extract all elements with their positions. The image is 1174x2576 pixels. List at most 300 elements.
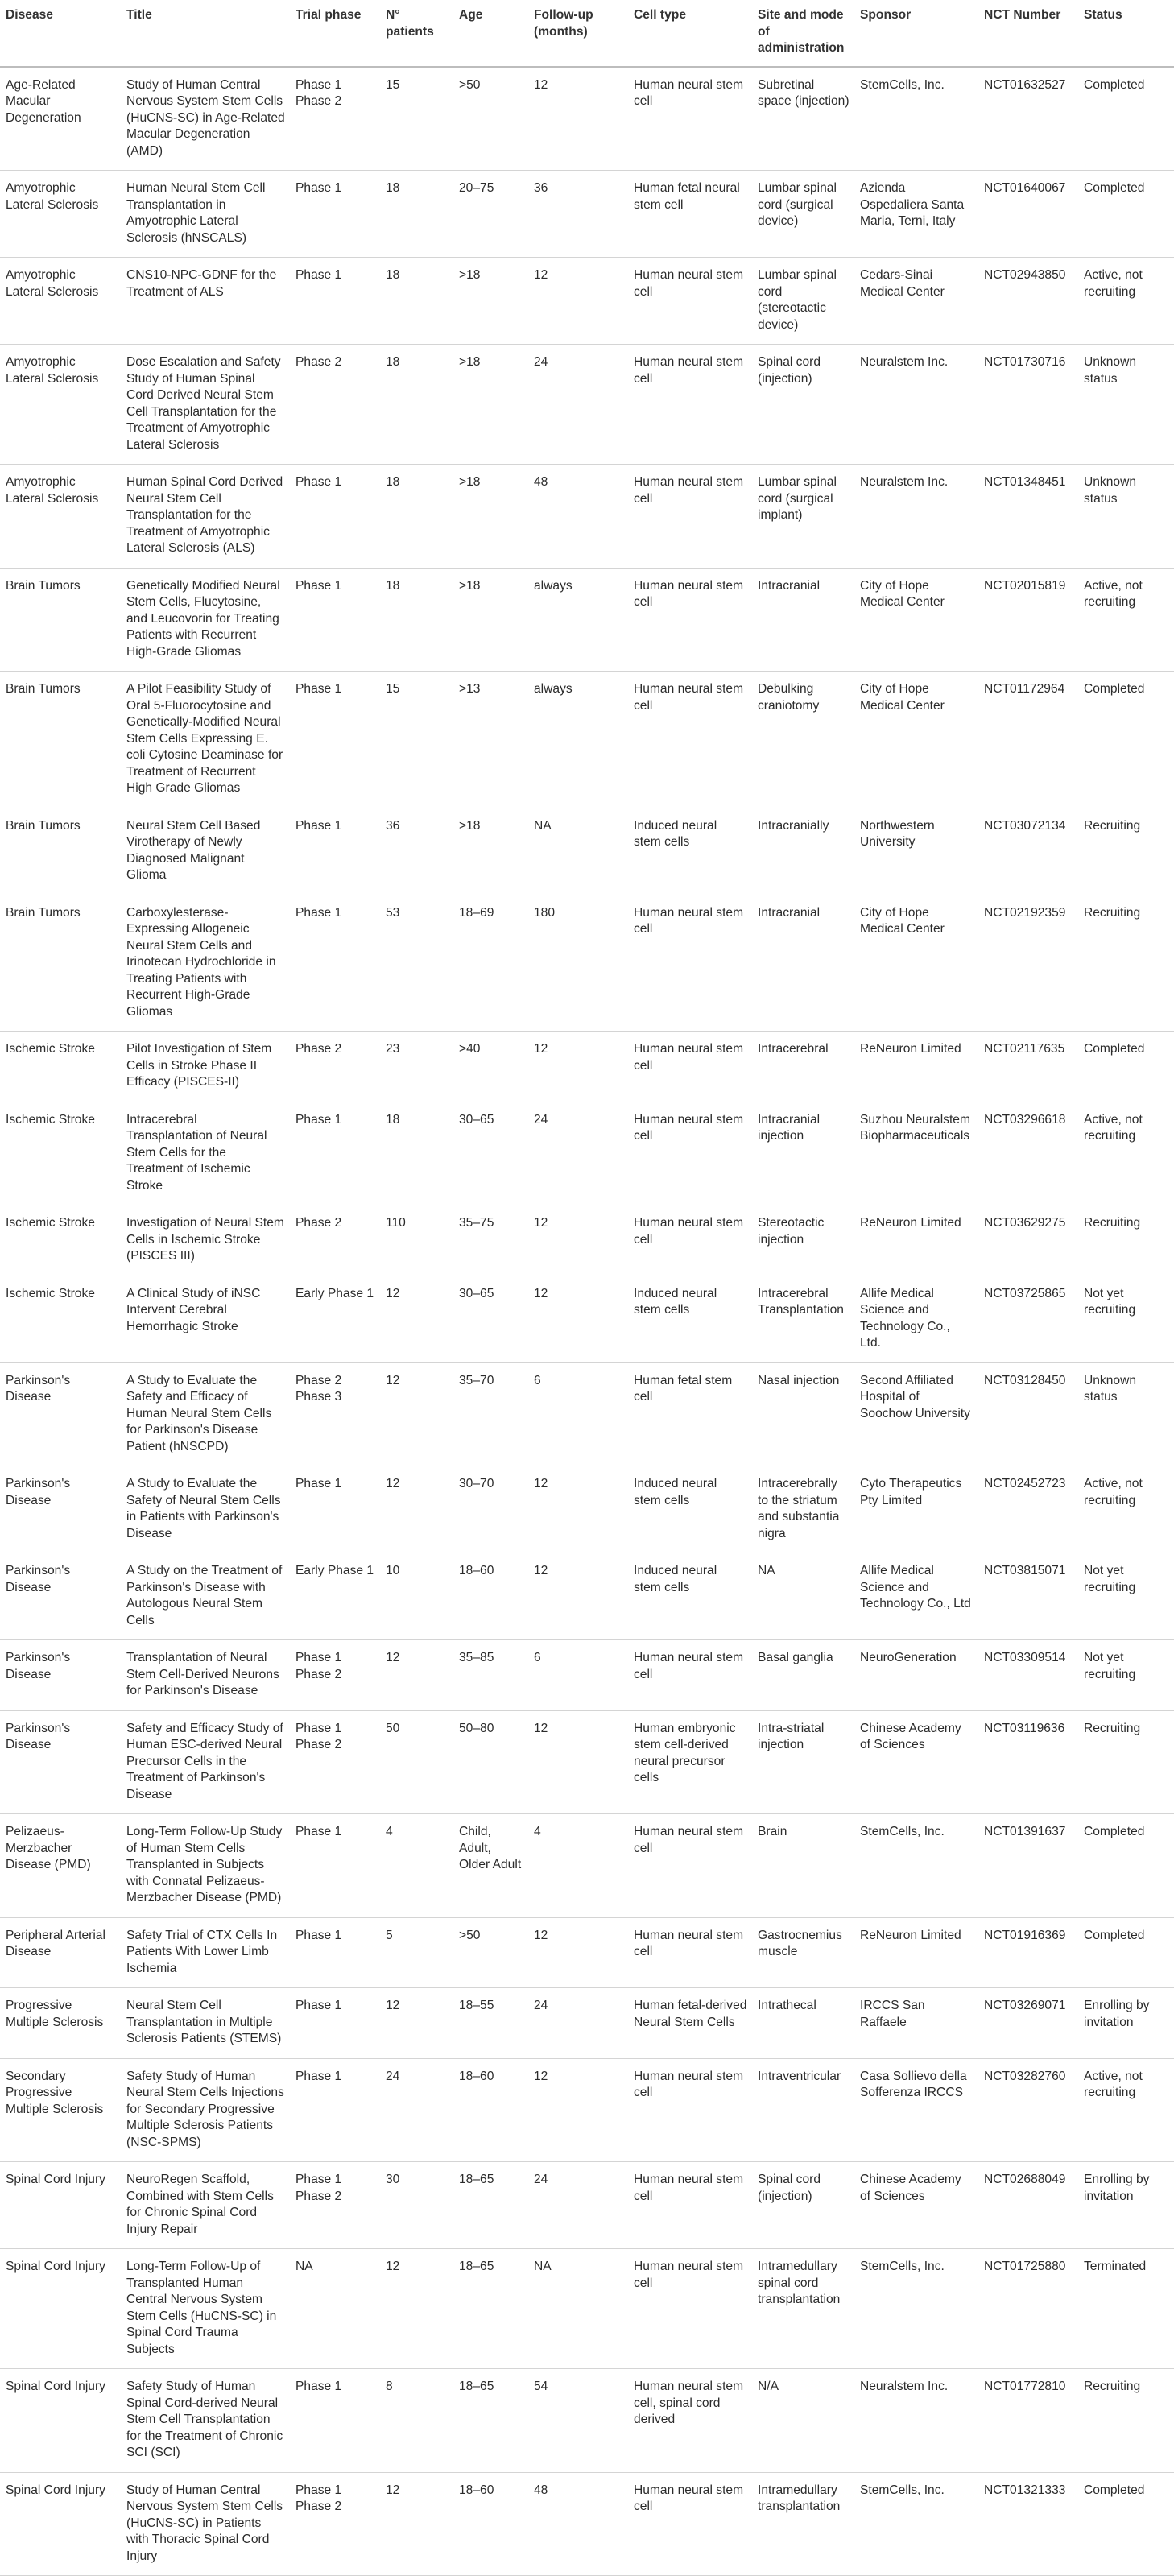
cell-disease: Pelizaeus-Merzbacher Disease (PMD) [0, 1814, 121, 1918]
cell-status: Recruiting [1078, 1710, 1174, 1814]
cell-cell-type: Human neural stem cell [628, 568, 752, 672]
table-row [0, 895, 1174, 1032]
cell-age: >18 [453, 465, 528, 569]
cell-cell-type: Human neural stem cell [628, 895, 752, 1032]
cell-cell-type: Human neural stem cell [628, 672, 752, 808]
cell-age: 18–65 [453, 2249, 528, 2369]
cell-nct-number: NCT03128450 [978, 1362, 1078, 1466]
cell-follow-up: 12 [528, 1205, 628, 1276]
cell-age: >40 [453, 1032, 528, 1102]
cell-patients: 12 [380, 1640, 453, 1711]
cell-disease: Brain Tumors [0, 895, 121, 1032]
cell-nct-number: NCT01172964 [978, 672, 1078, 808]
cell-age: Child, Adult, Older Adult [453, 1814, 528, 1918]
cell-patients: 15 [380, 672, 453, 808]
cell-status: Active, not recruiting [1078, 2058, 1174, 2162]
cell-trial-phase: Phase 1 [290, 2369, 380, 2473]
cell-title: Pilot Investigation of Stem Cells in Stroke Phase II Efficacy (PISCES-II) [121, 1032, 290, 1102]
cell-site: Spinal cord (injection) [752, 2162, 854, 2249]
cell-disease: Progressive Multiple Sclerosis [0, 1988, 121, 2059]
cell-nct-number: NCT02688049 [978, 2162, 1078, 2249]
cell-trial-phase: Phase 1 Phase 2 [290, 2472, 380, 2576]
cell-disease: Ischemic Stroke [0, 1205, 121, 1276]
cell-disease: Amyotrophic Lateral Sclerosis [0, 465, 121, 569]
table-row [0, 258, 1174, 345]
cell-nct-number: NCT01772810 [978, 2369, 1078, 2473]
cell-status: Completed [1078, 1814, 1174, 1918]
table-row [0, 568, 1174, 672]
cell-status: Recruiting [1078, 808, 1174, 895]
cell-follow-up: 4 [528, 1814, 628, 1918]
table-row [0, 1032, 1174, 1102]
cell-follow-up: 12 [528, 1032, 628, 1102]
cell-site: Intracerebral [752, 1032, 854, 1102]
table-row [0, 1276, 1174, 1362]
cell-nct-number: NCT01391637 [978, 1814, 1078, 1918]
cell-sponsor: Allife Medical Science and Technology Co., Ltd. [854, 1276, 978, 1362]
cell-patients: 4 [380, 1814, 453, 1918]
cell-cell-type: Human neural stem cell [628, 1917, 752, 1988]
cell-age: >18 [453, 568, 528, 672]
cell-title: A Study to Evaluate the Safety of Neural Stem Cells in Patients with Parkinson's Disease [121, 1466, 290, 1553]
cell-title: NeuroRegen Scaffold, Combined with Stem Cells for Chronic Spinal Cord Injury Repair [121, 2162, 290, 2249]
cell-patients: 18 [380, 465, 453, 569]
cell-follow-up: 12 [528, 1276, 628, 1362]
cell-trial-phase: Early Phase 1 [290, 1276, 380, 1362]
cell-patients: 18 [380, 171, 453, 258]
cell-title: Investigation of Neural Stem Cells in Ischemic Stroke (PISCES III) [121, 1205, 290, 1276]
cell-nct-number: NCT01632527 [978, 67, 1078, 171]
header-sponsor: Sponsor [854, 0, 978, 67]
cell-status: Completed [1078, 2472, 1174, 2576]
cell-patients: 18 [380, 258, 453, 345]
cell-status: Completed [1078, 672, 1174, 808]
cell-follow-up: 6 [528, 1362, 628, 1466]
cell-title: Carboxylesterase-Expressing Allogeneic Neural Stem Cells and Irinotecan Hydrochloride in Treating Patients with Recurrent High-Grade Gliomas [121, 895, 290, 1032]
cell-age: 30–65 [453, 1276, 528, 1362]
cell-trial-phase: Phase 1 [290, 171, 380, 258]
cell-trial-phase: Phase 1 Phase 2 [290, 1640, 380, 1711]
cell-disease: Peripheral Arterial Disease [0, 1917, 121, 1988]
cell-site: Lumbar spinal cord (surgical device) [752, 171, 854, 258]
cell-sponsor: ReNeuron Limited [854, 1205, 978, 1276]
table-row [0, 465, 1174, 569]
table-row [0, 1917, 1174, 1988]
cell-sponsor: StemCells, Inc. [854, 1814, 978, 1918]
table-row [0, 345, 1174, 465]
cell-title: A Clinical Study of iNSC Intervent Cerebral Hemorrhagic Stroke [121, 1276, 290, 1362]
cell-disease: Ischemic Stroke [0, 1032, 121, 1102]
header-site: Site and mode of administration [752, 0, 854, 67]
cell-age: 18–60 [453, 1553, 528, 1640]
cell-status: Not yet recruiting [1078, 1553, 1174, 1640]
cell-follow-up: 12 [528, 1917, 628, 1988]
cell-status: Active, not recruiting [1078, 1466, 1174, 1553]
cell-status: Unknown status [1078, 345, 1174, 465]
table-row [0, 672, 1174, 808]
cell-trial-phase: Phase 1 [290, 672, 380, 808]
cell-cell-type: Human neural stem cell [628, 2472, 752, 2576]
cell-follow-up: 180 [528, 895, 628, 1032]
table-body [0, 67, 1174, 2576]
table-row [0, 67, 1174, 171]
cell-title: Safety Study of Human Spinal Cord-derived Neural Stem Cell Transplantation for the Treatment of Chronic SCI (SCI) [121, 2369, 290, 2473]
cell-follow-up: 48 [528, 465, 628, 569]
cell-disease: Parkinson's Disease [0, 1466, 121, 1553]
header-trial-phase: Trial phase [290, 0, 380, 67]
cell-trial-phase: Phase 1 [290, 1988, 380, 2059]
cell-site: Nasal injection [752, 1362, 854, 1466]
cell-disease: Spinal Cord Injury [0, 2369, 121, 2473]
cell-cell-type: Induced neural stem cells [628, 1276, 752, 1362]
cell-disease: Parkinson's Disease [0, 1362, 121, 1466]
cell-follow-up: 24 [528, 2162, 628, 2249]
cell-disease: Amyotrophic Lateral Sclerosis [0, 171, 121, 258]
cell-trial-phase: Phase 2 [290, 1205, 380, 1276]
cell-site: Gastrocnemius muscle [752, 1917, 854, 1988]
cell-disease: Amyotrophic Lateral Sclerosis [0, 258, 121, 345]
cell-disease: Ischemic Stroke [0, 1276, 121, 1362]
cell-status: Not yet recruiting [1078, 1276, 1174, 1362]
cell-follow-up: 12 [528, 2058, 628, 2162]
cell-title: Study of Human Central Nervous System Stem Cells (HuCNS-SC) in Patients with Thoracic Spinal Cord Injury [121, 2472, 290, 2576]
cell-status: Completed [1078, 1032, 1174, 1102]
cell-trial-phase: NA [290, 2249, 380, 2369]
cell-patients: 12 [380, 2472, 453, 2576]
cell-status: Completed [1078, 171, 1174, 258]
header-disease: Disease [0, 0, 121, 67]
cell-age: >18 [453, 808, 528, 895]
table-row [0, 2472, 1174, 2576]
table-row [0, 1988, 1174, 2059]
cell-cell-type: Human neural stem cell [628, 67, 752, 171]
cell-nct-number: NCT01640067 [978, 171, 1078, 258]
cell-disease: Parkinson's Disease [0, 1553, 121, 1640]
cell-nct-number: NCT01348451 [978, 465, 1078, 569]
cell-patients: 12 [380, 2249, 453, 2369]
cell-age: 18–60 [453, 2058, 528, 2162]
cell-follow-up: NA [528, 808, 628, 895]
table-row [0, 171, 1174, 258]
cell-site: Brain [752, 1814, 854, 1918]
cell-sponsor: StemCells, Inc. [854, 2249, 978, 2369]
cell-title: Long-Term Follow-Up Study of Human Stem Cells Transplanted in Subjects with Connatal Pelizaeus-Merzbacher Disease (PMD) [121, 1814, 290, 1918]
cell-follow-up: 12 [528, 67, 628, 171]
cell-sponsor: ReNeuron Limited [854, 1917, 978, 1988]
cell-nct-number: NCT02943850 [978, 258, 1078, 345]
cell-site: Debulking craniotomy [752, 672, 854, 808]
table-row [0, 2249, 1174, 2369]
cell-status: Active, not recruiting [1078, 258, 1174, 345]
cell-nct-number: NCT02015819 [978, 568, 1078, 672]
cell-trial-phase: Phase 1 [290, 1466, 380, 1553]
cell-nct-number: NCT03269071 [978, 1988, 1078, 2059]
cell-follow-up: always [528, 568, 628, 672]
cell-cell-type: Human neural stem cell [628, 465, 752, 569]
cell-patients: 30 [380, 2162, 453, 2249]
cell-title: Safety Study of Human Neural Stem Cells Injections for Secondary Progressive Multiple Sclerosis Patients (NSC-SPMS) [121, 2058, 290, 2162]
cell-disease: Age-Related Macular Degeneration [0, 67, 121, 171]
cell-trial-phase: Early Phase 1 [290, 1553, 380, 1640]
cell-nct-number: NCT03725865 [978, 1276, 1078, 1362]
header-follow-up: Follow-up (months) [528, 0, 628, 67]
table-row [0, 1814, 1174, 1918]
cell-site: Lumbar spinal cord (surgical implant) [752, 465, 854, 569]
cell-age: 35–75 [453, 1205, 528, 1276]
cell-cell-type: Human fetal stem cell [628, 1362, 752, 1466]
table-row [0, 1205, 1174, 1276]
cell-sponsor: StemCells, Inc. [854, 2472, 978, 2576]
cell-cell-type: Human neural stem cell [628, 1640, 752, 1711]
cell-title: Dose Escalation and Safety Study of Human Spinal Cord Derived Neural Stem Cell Transplantation for the Treatment of Amyotrophic Lateral Sclerosis [121, 345, 290, 465]
cell-follow-up: 24 [528, 345, 628, 465]
cell-patients: 24 [380, 2058, 453, 2162]
cell-trial-phase: Phase 2 [290, 345, 380, 465]
header-row [0, 0, 1174, 67]
cell-patients: 12 [380, 1466, 453, 1553]
cell-disease: Brain Tumors [0, 568, 121, 672]
cell-trial-phase: Phase 1 [290, 808, 380, 895]
cell-sponsor: ReNeuron Limited [854, 1032, 978, 1102]
cell-cell-type: Human neural stem cell [628, 1032, 752, 1102]
cell-site: Intramedullary spinal cord transplantation [752, 2249, 854, 2369]
cell-cell-type: Human neural stem cell [628, 345, 752, 465]
cell-site: Intracranial injection [752, 1102, 854, 1205]
cell-patients: 5 [380, 1917, 453, 1988]
cell-sponsor: Neuralstem Inc. [854, 465, 978, 569]
cell-nct-number: NCT03309514 [978, 1640, 1078, 1711]
table-row [0, 2058, 1174, 2162]
cell-age: >50 [453, 67, 528, 171]
cell-nct-number: NCT02117635 [978, 1032, 1078, 1102]
cell-disease: Spinal Cord Injury [0, 2472, 121, 2576]
cell-patients: 23 [380, 1032, 453, 1102]
cell-follow-up: 24 [528, 1102, 628, 1205]
cell-disease: Amyotrophic Lateral Sclerosis [0, 345, 121, 465]
cell-site: Basal ganglia [752, 1640, 854, 1711]
cell-patients: 12 [380, 1362, 453, 1466]
cell-site: Intraventricular [752, 2058, 854, 2162]
cell-trial-phase: Phase 1 Phase 2 [290, 67, 380, 171]
cell-trial-phase: Phase 1 [290, 1814, 380, 1918]
cell-sponsor: Chinese Academy of Sciences [854, 2162, 978, 2249]
cell-patients: 18 [380, 568, 453, 672]
cell-site: Intramedullary transplantation [752, 2472, 854, 2576]
cell-sponsor: City of Hope Medical Center [854, 895, 978, 1032]
cell-status: Recruiting [1078, 1205, 1174, 1276]
cell-sponsor: City of Hope Medical Center [854, 672, 978, 808]
cell-cell-type: Human neural stem cell [628, 258, 752, 345]
cell-age: 20–75 [453, 171, 528, 258]
cell-follow-up: 48 [528, 2472, 628, 2576]
cell-trial-phase: Phase 1 [290, 1102, 380, 1205]
cell-trial-phase: Phase 1 [290, 568, 380, 672]
cell-title: Study of Human Central Nervous System Stem Cells (HuCNS-SC) in Age-Related Macular Degeneration (AMD) [121, 67, 290, 171]
cell-patients: 12 [380, 1988, 453, 2059]
cell-age: 18–69 [453, 895, 528, 1032]
cell-cell-type: Human fetal-derived Neural Stem Cells [628, 1988, 752, 2059]
cell-cell-type: Human neural stem cell [628, 2058, 752, 2162]
cell-trial-phase: Phase 1 [290, 258, 380, 345]
cell-title: Human Spinal Cord Derived Neural Stem Cell Transplantation for the Treatment of Amyotrophic Lateral Sclerosis (ALS) [121, 465, 290, 569]
cell-title: Transplantation of Neural Stem Cell-Derived Neurons for Parkinson's Disease [121, 1640, 290, 1711]
cell-sponsor: Second Affiliated Hospital of Soochow University [854, 1362, 978, 1466]
cell-trial-phase: Phase 2 [290, 1032, 380, 1102]
cell-follow-up: 12 [528, 1553, 628, 1640]
cell-site: N/A [752, 2369, 854, 2473]
cell-title: Intracerebral Transplantation of Neural Stem Cells for the Treatment of Ischemic Stroke [121, 1102, 290, 1205]
cell-cell-type: Induced neural stem cells [628, 1466, 752, 1553]
cell-title: Neural Stem Cell Transplantation in Multiple Sclerosis Patients (STEMS) [121, 1988, 290, 2059]
cell-age: 50–80 [453, 1710, 528, 1814]
cell-disease: Parkinson's Disease [0, 1710, 121, 1814]
table-row [0, 1710, 1174, 1814]
cell-site: NA [752, 1553, 854, 1640]
cell-status: Not yet recruiting [1078, 1640, 1174, 1711]
cell-cell-type: Human neural stem cell [628, 1814, 752, 1918]
cell-sponsor: Cedars-Sinai Medical Center [854, 258, 978, 345]
cell-disease: Spinal Cord Injury [0, 2162, 121, 2249]
cell-age: >13 [453, 672, 528, 808]
header-status: Status [1078, 0, 1174, 67]
header-patients: N° patients [380, 0, 453, 67]
cell-sponsor: Neuralstem Inc. [854, 345, 978, 465]
table-row [0, 1553, 1174, 1640]
cell-patients: 15 [380, 67, 453, 171]
cell-nct-number: NCT01916369 [978, 1917, 1078, 1988]
cell-title: A Study to Evaluate the Safety and Efficacy of Human Neural Stem Cells for Parkinson's Disease Patient (hNSCPD) [121, 1362, 290, 1466]
cell-title: A Study on the Treatment of Parkinson's Disease with Autologous Neural Stem Cells [121, 1553, 290, 1640]
cell-follow-up: 24 [528, 1988, 628, 2059]
cell-nct-number: NCT02452723 [978, 1466, 1078, 1553]
cell-title: Safety Trial of CTX Cells In Patients With Lower Limb Ischemia [121, 1917, 290, 1988]
cell-age: >18 [453, 258, 528, 345]
cell-age: 30–65 [453, 1102, 528, 1205]
cell-trial-phase: Phase 1 Phase 2 [290, 2162, 380, 2249]
cell-status: Unknown status [1078, 465, 1174, 569]
cell-site: Intracranially [752, 808, 854, 895]
cell-cell-type: Human neural stem cell [628, 1102, 752, 1205]
cell-sponsor: NeuroGeneration [854, 1640, 978, 1711]
cell-cell-type: Human neural stem cell, spinal cord derived [628, 2369, 752, 2473]
cell-disease: Spinal Cord Injury [0, 2249, 121, 2369]
table-row [0, 1362, 1174, 1466]
cell-patients: 110 [380, 1205, 453, 1276]
cell-sponsor: Allife Medical Science and Technology Co., Ltd [854, 1553, 978, 1640]
cell-cell-type: Human fetal neural stem cell [628, 171, 752, 258]
cell-sponsor: City of Hope Medical Center [854, 568, 978, 672]
cell-site: Subretinal space (injection) [752, 67, 854, 171]
cell-cell-type: Human embryonic stem cell-derived neural precursor cells [628, 1710, 752, 1814]
cell-sponsor: IRCCS San Raffaele [854, 1988, 978, 2059]
cell-trial-phase: Phase 2 Phase 3 [290, 1362, 380, 1466]
cell-status: Recruiting [1078, 895, 1174, 1032]
header-nct-number: NCT Number [978, 0, 1078, 67]
table-row [0, 2162, 1174, 2249]
cell-follow-up: 54 [528, 2369, 628, 2473]
header-cell-type: Cell type [628, 0, 752, 67]
cell-age: 18–55 [453, 1988, 528, 2059]
cell-title: Neural Stem Cell Based Virotherapy of Newly Diagnosed Malignant Glioma [121, 808, 290, 895]
cell-trial-phase: Phase 1 [290, 1917, 380, 1988]
cell-status: Terminated [1078, 2249, 1174, 2369]
table-row [0, 808, 1174, 895]
table-row [0, 2369, 1174, 2473]
cell-site: Lumbar spinal cord (stereotactic device) [752, 258, 854, 345]
cell-disease: Brain Tumors [0, 672, 121, 808]
cell-patients: 8 [380, 2369, 453, 2473]
cell-nct-number: NCT03815071 [978, 1553, 1078, 1640]
cell-age: >18 [453, 345, 528, 465]
cell-site: Intra-striatal injection [752, 1710, 854, 1814]
cell-site: Spinal cord (injection) [752, 345, 854, 465]
cell-age: 18–65 [453, 2162, 528, 2249]
table-row [0, 1466, 1174, 1553]
cell-cell-type: Induced neural stem cells [628, 1553, 752, 1640]
cell-trial-phase: Phase 1 [290, 895, 380, 1032]
cell-patients: 53 [380, 895, 453, 1032]
cell-site: Stereotactic injection [752, 1205, 854, 1276]
cell-nct-number: NCT03282760 [978, 2058, 1078, 2162]
cell-age: 35–85 [453, 1640, 528, 1711]
cell-follow-up: 36 [528, 171, 628, 258]
cell-disease: Brain Tumors [0, 808, 121, 895]
cell-status: Unknown status [1078, 1362, 1174, 1466]
cell-cell-type: Induced neural stem cells [628, 808, 752, 895]
cell-nct-number: NCT03629275 [978, 1205, 1078, 1276]
cell-follow-up: 12 [528, 1710, 628, 1814]
table-row [0, 1102, 1174, 1205]
cell-sponsor: Neuralstem Inc. [854, 2369, 978, 2473]
cell-title: Human Neural Stem Cell Transplantation in Amyotrophic Lateral Sclerosis (hNSCALS) [121, 171, 290, 258]
cell-follow-up: 12 [528, 258, 628, 345]
cell-nct-number: NCT01730716 [978, 345, 1078, 465]
cell-trial-phase: Phase 1 [290, 465, 380, 569]
cell-sponsor: Suzhou Neuralstem Biopharmaceuticals [854, 1102, 978, 1205]
cell-patients: 50 [380, 1710, 453, 1814]
cell-cell-type: Human neural stem cell [628, 2249, 752, 2369]
cell-patients: 18 [380, 1102, 453, 1205]
table-header [0, 0, 1174, 67]
cell-status: Enrolling by invitation [1078, 2162, 1174, 2249]
cell-status: Active, not recruiting [1078, 568, 1174, 672]
cell-patients: 12 [380, 1276, 453, 1362]
cell-follow-up: 12 [528, 1466, 628, 1553]
cell-follow-up: NA [528, 2249, 628, 2369]
cell-age: 18–60 [453, 2472, 528, 2576]
table-row [0, 1640, 1174, 1711]
cell-site: Intracranial [752, 568, 854, 672]
cell-title: Safety and Efficacy Study of Human ESC-derived Neural Precursor Cells in the Treatment of Parkinson's Disease [121, 1710, 290, 1814]
cell-status: Completed [1078, 67, 1174, 171]
cell-status: Enrolling by invitation [1078, 1988, 1174, 2059]
cell-site: Intracranial [752, 895, 854, 1032]
cell-follow-up: always [528, 672, 628, 808]
cell-sponsor: Casa Sollievo della Sofferenza IRCCS [854, 2058, 978, 2162]
header-title: Title [121, 0, 290, 67]
cell-age: >50 [453, 1917, 528, 1988]
cell-cell-type: Human neural stem cell [628, 1205, 752, 1276]
cell-sponsor: Azienda Ospedaliera Santa Maria, Terni, Italy [854, 171, 978, 258]
cell-title: Genetically Modified Neural Stem Cells, Flucytosine, and Leucovorin for Treating Patients with Recurrent High-Grade Gliomas [121, 568, 290, 672]
cell-age: 30–70 [453, 1466, 528, 1553]
cell-status: Active, not recruiting [1078, 1102, 1174, 1205]
cell-title: Long-Term Follow-Up of Transplanted Human Central Nervous System Stem Cells (HuCNS-SC) in Spinal Cord Trauma Subjects [121, 2249, 290, 2369]
cell-trial-phase: Phase 1 [290, 2058, 380, 2162]
cell-nct-number: NCT03296618 [978, 1102, 1078, 1205]
cell-follow-up: 6 [528, 1640, 628, 1711]
cell-nct-number: NCT01725880 [978, 2249, 1078, 2369]
